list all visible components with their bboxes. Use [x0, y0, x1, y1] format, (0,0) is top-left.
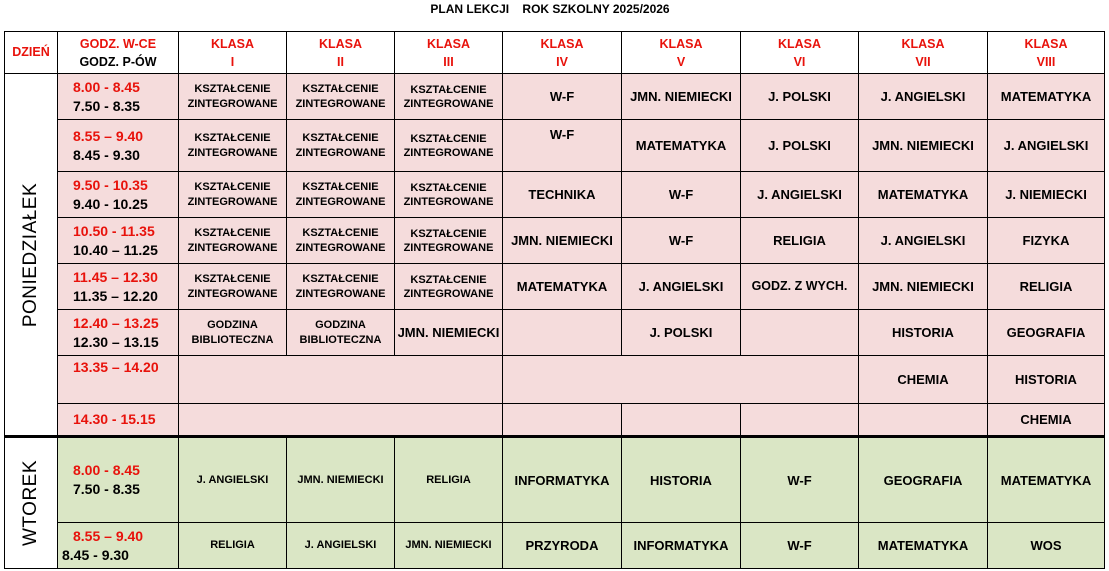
lesson-cell: HISTORIA — [859, 310, 988, 356]
time-alt: 7.50 - 8.35 — [73, 481, 140, 497]
lesson-cell — [741, 310, 859, 356]
lesson-cell: CHEMIA — [859, 356, 988, 404]
class-num: I — [230, 54, 235, 69]
time-cell — [58, 404, 179, 437]
lesson-cell-empty — [179, 404, 503, 437]
class-num: II — [337, 54, 344, 69]
class-label: KLASA — [318, 36, 363, 51]
lesson-cell: JMN. NIEMIECKI — [859, 264, 988, 310]
lesson-cell: KSZTAŁCENIE ZINTEGROWANE — [395, 172, 503, 218]
class-num: VIII — [1036, 54, 1056, 69]
lesson-cell: J. POLSKI — [741, 120, 859, 172]
table-row — [5, 356, 1105, 404]
time-cell — [58, 523, 179, 569]
time-cell — [58, 356, 179, 404]
time-alt: 12.30 – 13.15 — [73, 333, 159, 350]
lesson-cell: JMN. NIEMIECKI — [622, 74, 741, 120]
day-label: PONIEDZIAŁEK — [20, 182, 41, 327]
lesson-cell: GODZINA BIBLIOTECZNA — [287, 310, 395, 356]
lesson-cell: CHEMIA — [988, 404, 1105, 437]
lesson-cell: KSZTAŁCENIE ZINTEGROWANE — [179, 120, 287, 172]
time-main: 8.55 – 9.40 — [73, 127, 144, 144]
lesson-cell: KSZTAŁCENIE ZINTEGROWANE — [287, 172, 395, 218]
class-label: KLASA — [426, 36, 471, 51]
lesson-cell: RELIGIA — [179, 523, 287, 569]
lesson-cell: JMN. NIEMIECKI — [395, 310, 503, 356]
header-row — [5, 32, 1105, 74]
time-main: 10.50 - 11.35 — [73, 222, 155, 239]
lesson-cell: TECHNIKA — [503, 172, 622, 218]
time-main: 8.00 - 8.45 — [73, 78, 140, 95]
lesson-cell: RELIGIA — [988, 264, 1105, 310]
class-header — [988, 32, 1105, 74]
lesson-cell: KSZTAŁCENIE ZINTEGROWANE — [179, 218, 287, 264]
class-label: KLASA — [540, 36, 584, 51]
lesson-cell: KSZTAŁCENIE ZINTEGROWANE — [395, 74, 503, 120]
lesson-cell: INFORMATYKA — [503, 437, 622, 523]
time-alt: 9.40 - 10.25 — [73, 195, 148, 212]
class-label: KLASA — [659, 36, 703, 51]
lesson-cell: KSZTAŁCENIE ZINTEGROWANE — [395, 218, 503, 264]
lesson-cell: GODZINA BIBLIOTECZNA — [179, 310, 287, 356]
class-label: KLASA — [210, 36, 255, 51]
day-cell-monday — [5, 74, 58, 437]
lesson-cell: MATEMATYKA — [503, 264, 622, 310]
time-alt: 10.40 – 11.25 — [73, 241, 158, 258]
time-alt: 11.35 – 12.20 — [73, 287, 158, 304]
lesson-cell: W-F — [503, 120, 622, 172]
lesson-cell-empty — [622, 404, 741, 437]
lesson-cell: JMN. NIEMIECKI — [859, 120, 988, 172]
lesson-cell-empty — [503, 404, 622, 437]
lesson-cell: WOS — [988, 523, 1105, 569]
class-num: V — [676, 54, 686, 69]
time-alt: 8.45 - 9.30 — [73, 146, 140, 163]
lesson-cell: J. ANGIELSKI — [287, 523, 395, 569]
time-cell — [58, 264, 179, 310]
day-cell-tuesday — [5, 437, 58, 569]
lesson-cell: MATEMATYKA — [988, 74, 1105, 120]
class-num: VII — [915, 54, 931, 69]
time-cell — [58, 437, 179, 523]
lesson-cell: KSZTAŁCENIE ZINTEGROWANE — [179, 172, 287, 218]
day-label: WTOREK — [20, 459, 41, 547]
table-row — [5, 404, 1105, 437]
day-header: DZIEŃ — [5, 32, 58, 74]
lesson-cell: KSZTAŁCENIE ZINTEGROWANE — [287, 120, 395, 172]
table-row — [5, 523, 1105, 569]
lesson-cell: J. ANGIELSKI — [622, 264, 741, 310]
table-row — [5, 218, 1105, 264]
lesson-cell: JMN. NIEMIECKI — [287, 437, 395, 523]
lesson-cell-empty — [179, 356, 503, 404]
lesson-cell: KSZTAŁCENIE ZINTEGROWANE — [179, 74, 287, 120]
time-main: 8.00 - 8.45 — [73, 462, 140, 478]
lesson-cell: INFORMATYKA — [622, 523, 741, 569]
table-row — [5, 310, 1105, 356]
lesson-cell: GODZ. Z WYCH. — [741, 264, 859, 310]
lesson-cell: W-F — [622, 172, 741, 218]
time-cell — [58, 172, 179, 218]
lesson-cell: W-F — [622, 218, 741, 264]
table-row — [5, 172, 1105, 218]
lesson-cell: JMN. NIEMIECKI — [395, 523, 503, 569]
hours-header — [58, 32, 179, 74]
class-num: III — [443, 54, 454, 69]
class-num: VI — [793, 54, 806, 69]
time-cell — [58, 218, 179, 264]
lesson-cell: J. ANGIELSKI — [988, 120, 1105, 172]
class-header — [503, 32, 622, 74]
lesson-cell: J. NIEMIECKI — [988, 172, 1105, 218]
class-header — [287, 32, 395, 74]
class-header — [859, 32, 988, 74]
lesson-cell: MATEMATYKA — [988, 437, 1105, 523]
lesson-cell: MATEMATYKA — [859, 523, 988, 569]
lesson-cell-empty — [859, 404, 988, 437]
lesson-cell: HISTORIA — [988, 356, 1105, 404]
time-cell — [58, 310, 179, 356]
lesson-cell: KSZTAŁCENIE ZINTEGROWANE — [395, 120, 503, 172]
lesson-cell: PRZYRODA — [503, 523, 622, 569]
lesson-cell: JMN. NIEMIECKI — [503, 218, 622, 264]
time-main: 13.35 – 14.20 — [73, 359, 159, 375]
class-label: KLASA — [1024, 36, 1068, 51]
class-header — [622, 32, 741, 74]
lesson-cell: MATEMATYKA — [859, 172, 988, 218]
time-main: 12.40 – 13.25 — [73, 314, 159, 331]
lesson-cell: J. POLSKI — [622, 310, 741, 356]
class-header — [741, 32, 859, 74]
schedule-table — [4, 31, 1105, 569]
hours-header-b: GODZ. P-ÓW — [79, 54, 157, 69]
lesson-cell: J. ANGIELSKI — [859, 218, 988, 264]
lesson-cell: RELIGIA — [741, 218, 859, 264]
class-header — [395, 32, 503, 74]
lesson-cell: KSZTAŁCENIE ZINTEGROWANE — [287, 74, 395, 120]
time-main: 11.45 – 12.30 — [73, 268, 158, 285]
lesson-cell: GEOGRAFIA — [988, 310, 1105, 356]
class-num: IV — [556, 54, 568, 69]
lesson-cell: KSZTAŁCENIE ZINTEGROWANE — [287, 264, 395, 310]
lesson-cell-empty — [503, 356, 859, 404]
lesson-cell: MATEMATYKA — [622, 120, 741, 172]
time-cell — [58, 120, 179, 172]
time-cell — [58, 74, 179, 120]
table-row — [5, 437, 1105, 523]
lesson-cell: RELIGIA — [395, 437, 503, 523]
lesson-cell: J. POLSKI — [741, 74, 859, 120]
lesson-cell: W-F — [503, 74, 622, 120]
lesson-cell: J. ANGIELSKI — [741, 172, 859, 218]
lesson-cell: KSZTAŁCENIE ZINTEGROWANE — [287, 218, 395, 264]
lesson-cell-empty — [741, 404, 859, 437]
lesson-cell: W-F — [741, 523, 859, 569]
lesson-cell: J. ANGIELSKI — [859, 74, 988, 120]
hours-header-a: GODZ. W-CE — [79, 36, 157, 51]
class-label: KLASA — [901, 36, 945, 51]
lesson-cell: KSZTAŁCENIE ZINTEGROWANE — [179, 264, 287, 310]
time-main: 9.50 - 10.35 — [73, 176, 148, 193]
time-main: 8.55 – 9.40 — [73, 527, 144, 544]
lesson-cell: FIZYKA — [988, 218, 1105, 264]
lesson-cell: W-F — [741, 437, 859, 523]
lesson-cell: HISTORIA — [622, 437, 741, 523]
lesson-cell: J. ANGIELSKI — [179, 437, 287, 523]
time-main: 14.30 - 15.15 — [73, 411, 156, 427]
table-row — [5, 74, 1105, 120]
lesson-cell: GEOGRAFIA — [859, 437, 988, 523]
time-alt: 8.45 - 9.30 — [62, 546, 129, 563]
table-row — [5, 264, 1105, 310]
lesson-cell: KSZTAŁCENIE ZINTEGROWANE — [395, 264, 503, 310]
time-alt: 7.50 - 8.35 — [73, 97, 140, 114]
lesson-cell — [503, 310, 622, 356]
class-label: KLASA — [777, 36, 822, 51]
table-row — [5, 120, 1105, 172]
class-header — [179, 32, 287, 74]
page-title: PLAN LEKCJI ROK SZKOLNY 2025/2026 — [430, 2, 670, 16]
